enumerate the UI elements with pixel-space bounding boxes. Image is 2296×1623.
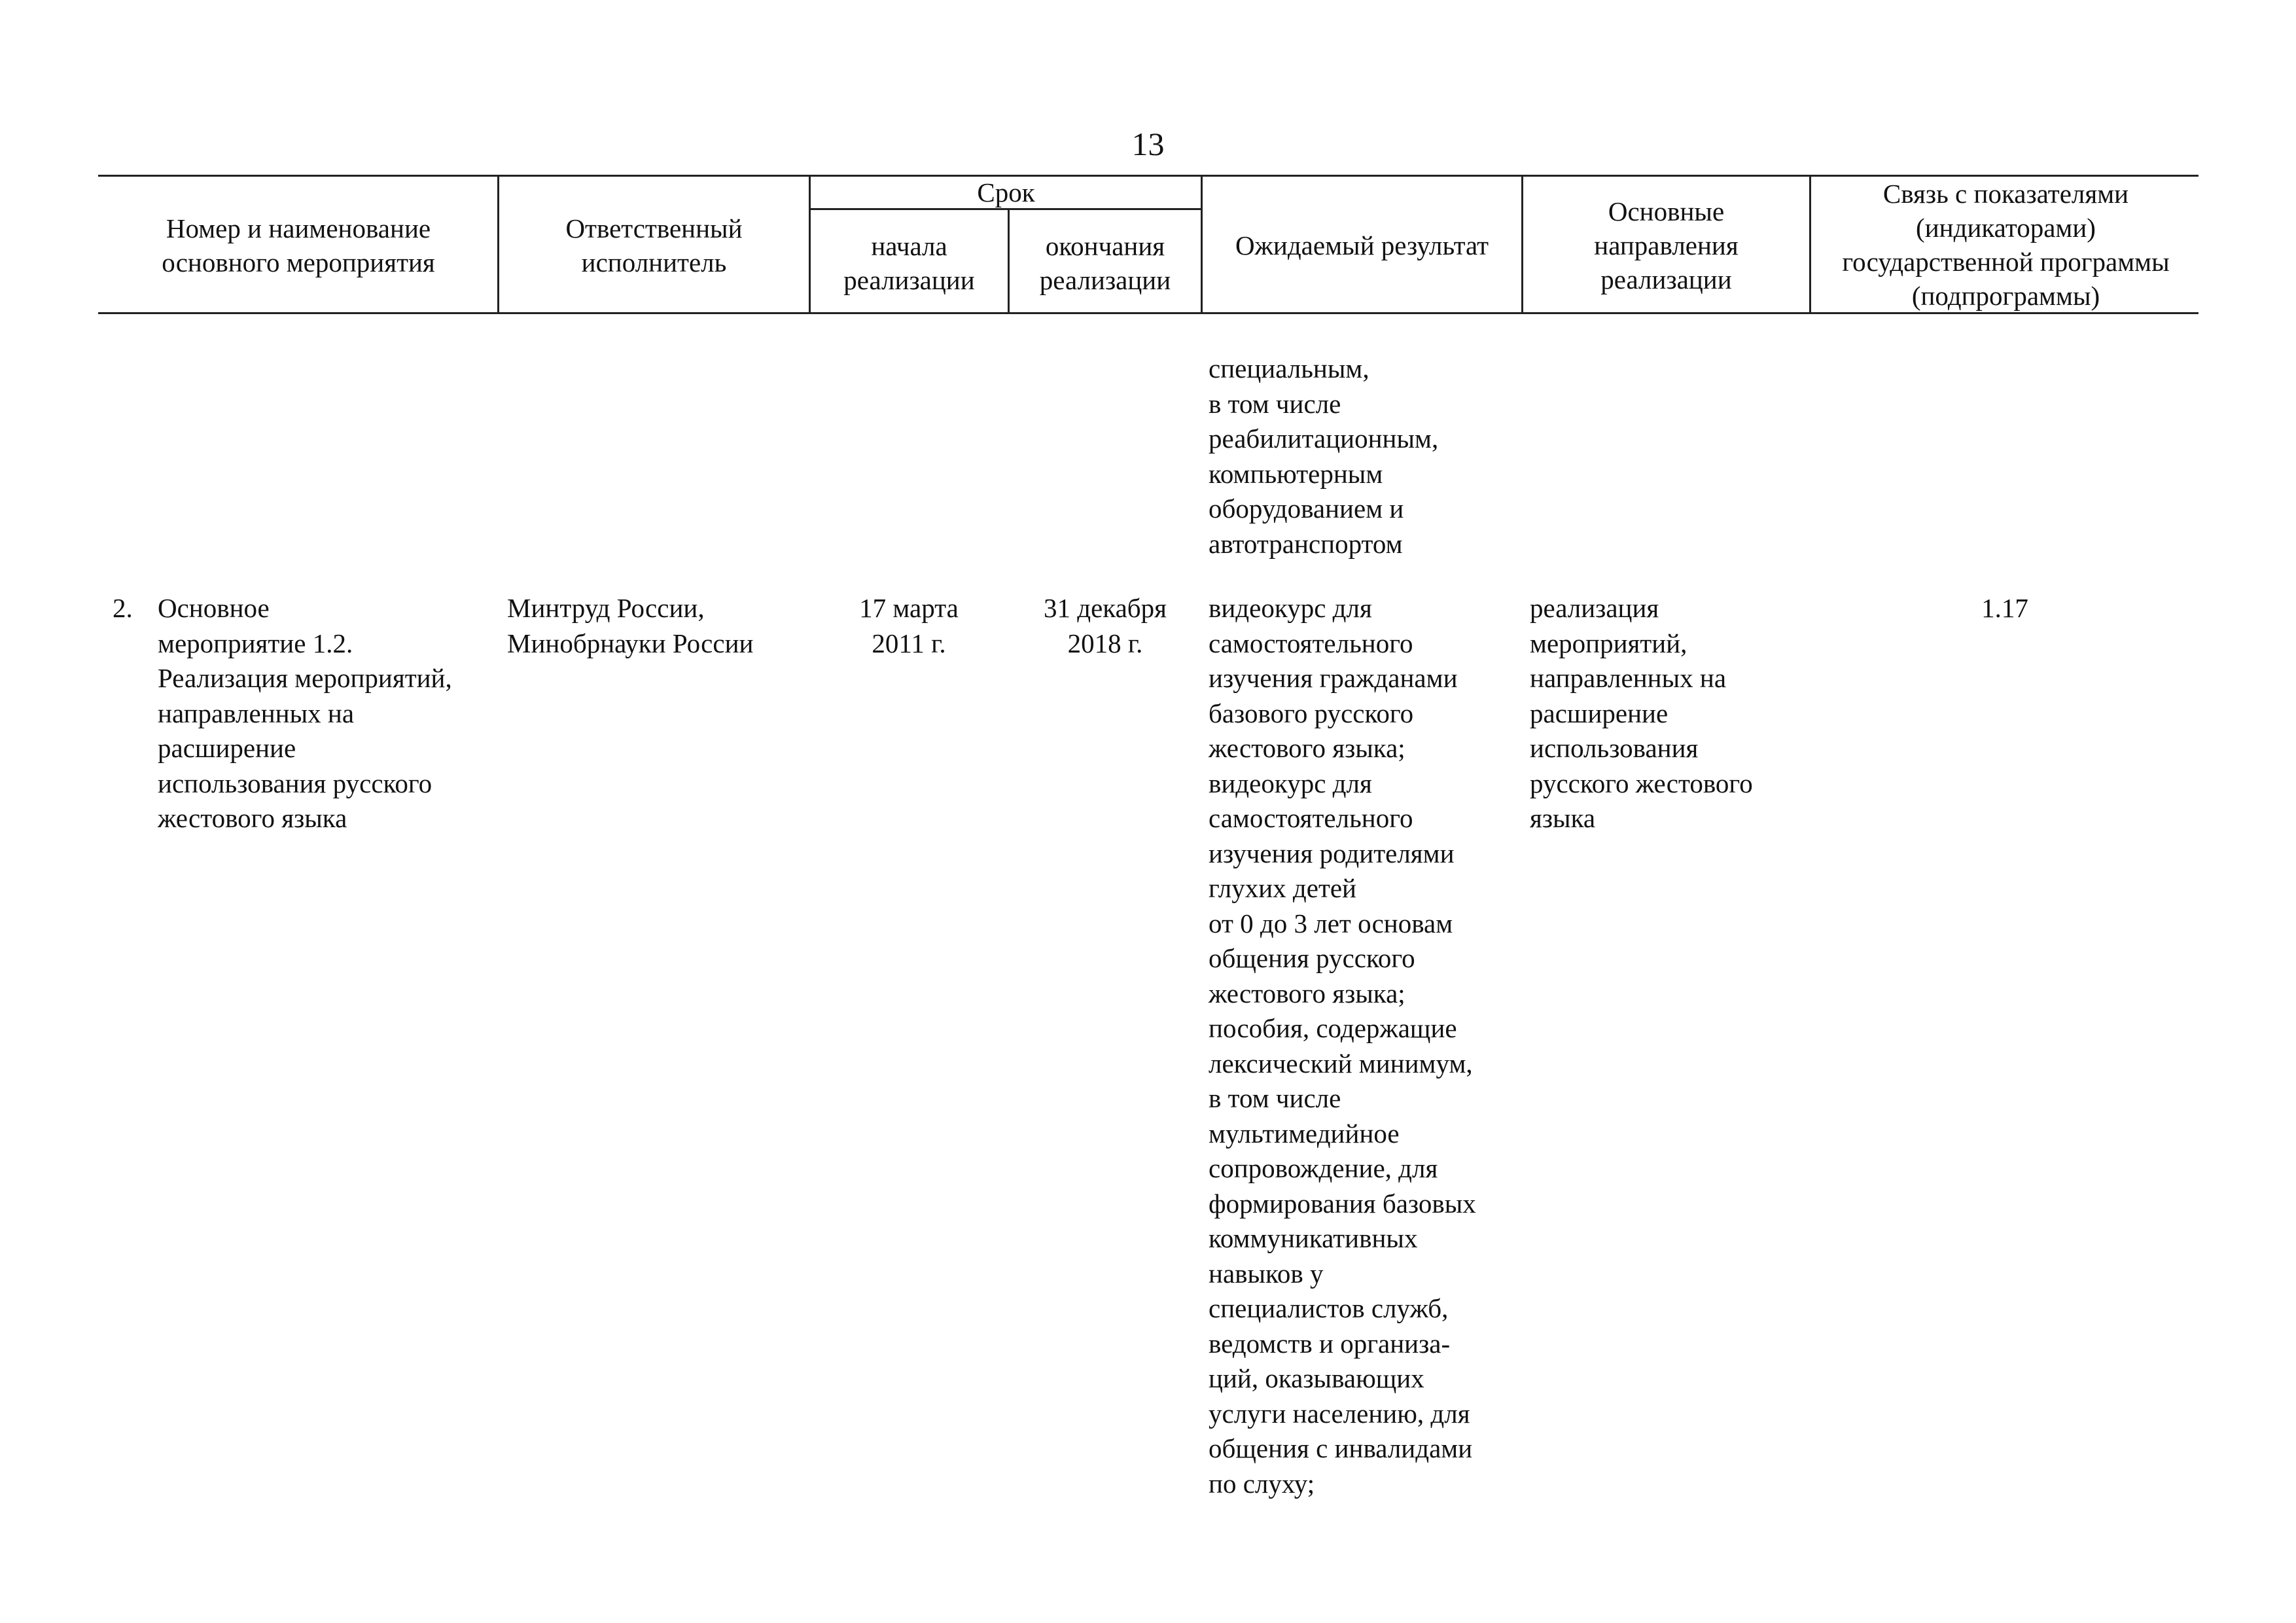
header-measure: Номер и наименование основного мероприятия — [162, 213, 435, 277]
row-directions: реализация мероприятий, направленных на расширение использования русского жестового языка — [1530, 593, 1753, 833]
header-indicators: Связь с показателями (индикаторами) государственной программы (подпрограммы) — [1842, 179, 2170, 311]
header-term-start: начала реализации — [843, 231, 975, 295]
row-number: 2. — [113, 593, 133, 623]
row-indicators: 1.17 — [1981, 593, 2028, 623]
header-term: Срок — [977, 177, 1035, 207]
row-expected-result: видеокурс для самостоятельного изучения гражданами базового русского жестового языка; видеокурс для самостоятельного изучения родителями глухих детей от 0 до 3 лет основам общения русского жестового языка; пособия, содержащие лексический минимум, в том числе мультимедийное сопровождение, для формирования базовых коммуникативных навыков у специалистов служб, ведомств и организа- ций, оказывающих услуги населению, для общения с инвалидами по слуху; — [1209, 593, 1476, 1499]
header-executor: Ответственный исполнитель — [565, 213, 743, 277]
row-executor: Минтруд России, Минобрнауки России — [507, 593, 754, 658]
header-expected-result: Ожидаемый результат — [1235, 230, 1489, 260]
header-term-end: окончания реализации — [1039, 231, 1171, 295]
continuation-expected-result: специальным, в том числе реабилитационным, компьютерным оборудованием и автотранспортом — [1209, 353, 1439, 559]
page-number: 13 — [1131, 126, 1165, 162]
row-measure: Основное мероприятие 1.2. Реализация мероприятий, направленных на расширение использования русского жестового языка — [158, 593, 452, 833]
header-directions: Основные направления реализации — [1594, 196, 1739, 294]
row-term-end: 31 декабря 2018 г. — [1043, 593, 1167, 658]
row-term-start: 17 марта 2011 г. — [859, 593, 959, 658]
